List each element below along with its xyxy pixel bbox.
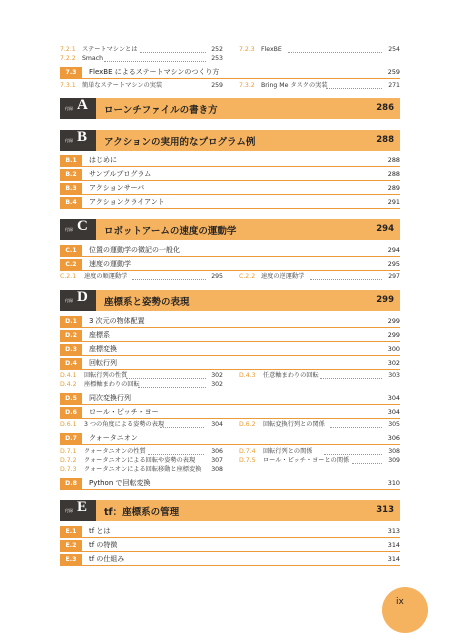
toc-sub-d-7-3[interactable]: D.7.3 クォータニオンによる回転移動と座標変換 [60,466,202,473]
page-number: 259 [211,82,223,89]
leader-dots [104,61,206,62]
page-number: 302 [211,381,223,388]
toc-sub-c-2-2[interactable]: C.2.2 速度の逆運動学 [239,273,305,280]
toc-section-e-3[interactable]: E.3 tf の仕組み 314 [60,554,400,565]
leader-dots [326,88,382,89]
page-number: 302 [211,372,223,379]
toc-sub-c-2-1[interactable]: C.2.1 速度の順運動学 [60,273,128,280]
toc-sub-d-4-3[interactable]: D.4.3 任意軸まわりの回転 [239,372,319,379]
toc-section-e-1[interactable]: E.1 tf とは 313 [60,526,400,537]
toc-sub-7-2-2[interactable]: 7.2.2 Smach [60,55,104,62]
appendix-d-header[interactable]: 付録 D 座標系と姿勢の表現 299 [60,290,400,311]
toc-sub-7-2-1[interactable]: 7.2.1 ステートマシンとは [60,46,138,53]
toc-sub-d-7-2[interactable]: D.7.2 クォータニオンによる回転や姿勢の表現 [60,457,196,464]
page-number: 297 [388,273,400,280]
toc-sub-d-6-2[interactable]: D.6.2 回転変換行列との関係 [239,421,325,428]
leader-dots [288,52,382,53]
page-number: 295 [211,273,223,280]
toc-section-d-4[interactable]: D.4 回転行列 302 [60,358,400,369]
toc-section-d-5[interactable]: D.5 同次変換行列 304 [60,393,400,404]
page-number: 253 [211,55,223,62]
appendix-tag: 付録 C [60,219,96,240]
toc-sub-d-7-4[interactable]: D.7.4 回転行列との関係 [239,448,313,455]
toc-sub-7-2-3[interactable]: 7.2.3 FlexBE [239,46,282,53]
toc-sub-d-7-1[interactable]: D.7.1 クォータニオンの性質 [60,448,146,455]
toc-sub-d-4-2[interactable]: D.4.2 座標軸まわりの回転 [60,381,140,388]
page-number: 307 [211,457,223,464]
toc-sub-d-6-1[interactable]: D.6.1 3 つの角度による姿勢の表現 [60,421,165,428]
page-number: 308 [388,448,400,455]
toc-section-7-3[interactable]: 7.3 FlexBE によるステートマシンのつくり方 259 [60,67,400,78]
leader-dots [160,427,204,428]
toc-sub-7-3-1[interactable]: 7.3.1 簡単なステートマシンの実装 [60,82,163,89]
page-number: 271 [388,82,400,89]
section-underline [60,78,400,79]
page-number: 254 [388,46,400,53]
leader-dots [310,279,382,280]
toc-section-b-3[interactable]: B.3 アクションサーバ 289 [60,183,400,194]
leader-dots [330,427,382,428]
toc-sub-d-7-5[interactable]: D.7.5 ロール・ピッチ・ヨーとの関係 [239,457,350,464]
folio-badge [382,587,428,633]
toc-sub-d-4-1[interactable]: D.4.1 回転行列の性質 [60,372,128,379]
toc-section-b-2[interactable]: B.2 サンプルプログラム 288 [60,169,400,180]
toc-section-d-6[interactable]: D.6 ロール・ピッチ・ヨー 304 [60,407,400,418]
appendix-e-header[interactable]: 付録 E tf：座標系の管理 313 [60,500,400,521]
toc-sub-7-3-2[interactable]: 7.3.2 Bring Me タスクの実装 [239,82,328,89]
page-number: 303 [388,372,400,379]
toc-section-b-4[interactable]: B.4 アクションクライアント 291 [60,197,400,208]
toc-section-c-1[interactable]: C.1 位置の運動学の微記の一般化 294 [60,245,400,256]
toc-section-d-2[interactable]: D.2 座標系 299 [60,330,400,341]
toc-section-d-7[interactable]: D.7 クォータニオン 306 [60,433,400,444]
appendix-tag: 付録 A [60,98,96,119]
appendix-tag: 付録 D [60,290,96,311]
page-number: 308 [211,466,223,473]
toc-section-d-1[interactable]: D.1 3 次元の物体配置 299 [60,316,400,327]
page-number: 304 [211,421,223,428]
page-number: 305 [388,421,400,428]
leader-dots [132,279,206,280]
toc-section-d-8[interactable]: D.8 Python で回転変換 310 [60,478,400,489]
toc-section-e-2[interactable]: E.2 tf の特徴 314 [60,540,400,551]
page-number: 306 [211,448,223,455]
toc-section-c-2[interactable]: C.2 速度の運動学 295 [60,259,400,270]
leader-dots [148,454,204,455]
page-number: 252 [211,46,223,53]
leader-dots [324,454,382,455]
leader-dots [320,378,382,379]
leader-dots [140,52,206,53]
appendix-a-header[interactable]: 付録 A ローンチファイルの書き方 286 [60,98,400,119]
leader-dots [138,387,206,388]
toc-section-d-3[interactable]: D.3 座標変換 300 [60,344,400,355]
appendix-tag: 付録 B [60,130,96,151]
page-folio: ix [396,597,404,607]
toc-section-b-1[interactable]: B.1 はじめに 288 [60,155,400,166]
appendix-b-header[interactable]: 付録 B アクションの実用的なプログラム例 288 [60,130,400,151]
leader-dots [126,378,206,379]
appendix-c-header[interactable]: 付録 C ロボットアームの速度の運動学 294 [60,219,400,240]
appendix-tag: 付録 E [60,500,96,521]
page-number: 309 [388,457,400,464]
